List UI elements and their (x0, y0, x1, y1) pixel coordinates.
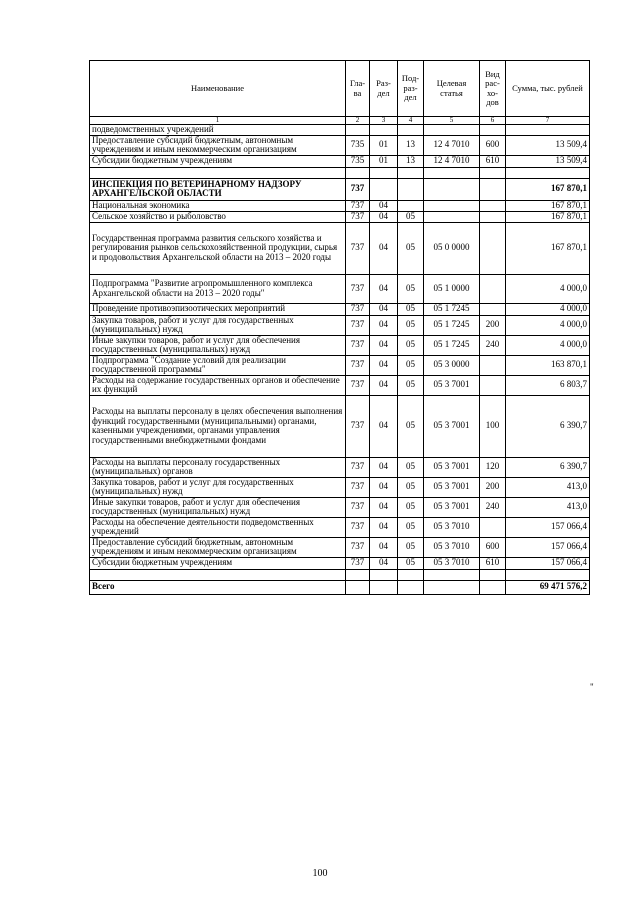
table-row (90, 178, 590, 200)
row-section (370, 178, 398, 200)
table-row (90, 395, 590, 457)
row-name: Подпрограмма "Развитие агропромышленного комплекса Архангельской области на 2013 – 2020 годы" (90, 274, 346, 303)
row-chapter: 737 (346, 395, 370, 457)
row-name: Национальная экономика (90, 200, 346, 211)
row-amount: 6 390,7 (506, 395, 590, 457)
row-name: Иные закупки товаров, работ и услуг для обеспечения государственных (муниципальных) нужд (90, 335, 346, 355)
row-section: 04 (370, 537, 398, 557)
row-name: Иные закупки товаров, работ и услуг для обеспечения государственных (муниципальных) нужд (90, 497, 346, 517)
row-subsection: 05 (398, 497, 424, 517)
row-chapter: 737 (346, 222, 370, 274)
row-subsection: 05 (398, 477, 424, 497)
row-expense-type (480, 200, 506, 211)
row-amount: 4 000,0 (506, 274, 590, 303)
row-expense-type (480, 274, 506, 303)
row-amount: 13 509,4 (506, 155, 590, 167)
row-expense-type: 600 (480, 135, 506, 155)
row-expense-type (480, 569, 506, 580)
row-amount (506, 569, 590, 580)
row-target-article (424, 211, 480, 222)
header-expense-type: Вид рас-хо-дов (480, 61, 506, 117)
table-row (90, 167, 590, 178)
table-row (90, 517, 590, 537)
row-subsection: 13 (398, 155, 424, 167)
row-target-article: 05 1 7245 (424, 335, 480, 355)
row-subsection (398, 200, 424, 211)
row-expense-type (480, 178, 506, 200)
row-chapter: 737 (346, 477, 370, 497)
row-expense-type: 610 (480, 155, 506, 167)
row-subsection (398, 580, 424, 594)
row-name (90, 167, 346, 178)
row-expense-type (480, 303, 506, 315)
table-row (90, 557, 590, 569)
row-chapter: 737 (346, 200, 370, 211)
row-expense-type: 200 (480, 315, 506, 335)
table-row (90, 200, 590, 211)
row-name: Подпрограмма "Создание условий для реализации государственной программы" (90, 355, 346, 375)
table-row (90, 335, 590, 355)
row-subsection: 05 (398, 395, 424, 457)
column-index-row (90, 117, 590, 125)
row-subsection: 05 (398, 557, 424, 569)
row-section: 04 (370, 497, 398, 517)
row-amount: 157 066,4 (506, 537, 590, 557)
row-chapter: 737 (346, 178, 370, 200)
row-amount: 167 870,1 (506, 211, 590, 222)
row-subsection: 05 (398, 335, 424, 355)
header-subsection: Под-раз-дел (398, 61, 424, 117)
row-section: 04 (370, 375, 398, 395)
row-target-article: 05 3 7001 (424, 375, 480, 395)
row-name: Расходы на обеспечение деятельности подведомственных учреждений (90, 517, 346, 537)
row-chapter: 737 (346, 537, 370, 557)
row-amount: 4 000,0 (506, 335, 590, 355)
row-expense-type: 240 (480, 497, 506, 517)
row-chapter: 737 (346, 211, 370, 222)
row-target-article (424, 200, 480, 211)
row-subsection: 05 (398, 274, 424, 303)
row-name (90, 569, 346, 580)
row-chapter (346, 580, 370, 594)
column-index: 4 (398, 117, 424, 125)
header-target-article: Целевая статья (424, 61, 480, 117)
row-section: 04 (370, 274, 398, 303)
row-name: Проведение противоэпизоотических мероприятий (90, 303, 346, 315)
table-row (90, 355, 590, 375)
row-amount: 6 803,7 (506, 375, 590, 395)
row-subsection: 05 (398, 303, 424, 315)
table-row (90, 222, 590, 274)
row-target-article: 05 3 7010 (424, 537, 480, 557)
row-subsection: 05 (398, 355, 424, 375)
row-section: 04 (370, 477, 398, 497)
row-name: Расходы на выплаты персоналу государственных (муниципальных) органов (90, 457, 346, 477)
row-expense-type: 240 (480, 335, 506, 355)
table-row (90, 497, 590, 517)
table-row (90, 580, 590, 594)
row-chapter: 735 (346, 155, 370, 167)
row-name: Расходы на выплаты персоналу в целях обеспечения выполнения функций государственными (муниципальными) органами, казенными учреждениями, органами управления государственными внебюджетными фондами (90, 395, 346, 457)
row-section: 04 (370, 557, 398, 569)
row-name: Субсидии бюджетным учреждениям (90, 557, 346, 569)
column-index: 3 (370, 117, 398, 125)
row-expense-type: 610 (480, 557, 506, 569)
row-chapter: 737 (346, 335, 370, 355)
row-section: 04 (370, 200, 398, 211)
row-expense-type: 200 (480, 477, 506, 497)
table-body (90, 125, 590, 595)
column-index: 2 (346, 117, 370, 125)
row-target-article (424, 569, 480, 580)
row-section: 04 (370, 457, 398, 477)
page-number: 100 (312, 868, 328, 879)
row-target-article (424, 178, 480, 200)
row-section: 04 (370, 315, 398, 335)
row-name: Всего (90, 580, 346, 594)
column-index: 5 (424, 117, 480, 125)
row-amount: 163 870,1 (506, 355, 590, 375)
row-section: 04 (370, 303, 398, 315)
row-chapter (346, 167, 370, 178)
row-amount (506, 125, 590, 136)
row-expense-type: 100 (480, 395, 506, 457)
row-amount: 4 000,0 (506, 315, 590, 335)
row-target-article (424, 167, 480, 178)
row-target-article: 05 3 0000 (424, 355, 480, 375)
row-section (370, 569, 398, 580)
header-name: Наименование (90, 61, 346, 117)
row-subsection (398, 178, 424, 200)
header-amount: Сумма, тыс. рублей (506, 61, 590, 117)
row-subsection (398, 125, 424, 136)
budget-table (89, 60, 590, 595)
table-row (90, 477, 590, 497)
row-amount: 413,0 (506, 477, 590, 497)
table-row (90, 375, 590, 395)
row-chapter: 737 (346, 375, 370, 395)
row-section: 04 (370, 355, 398, 375)
row-expense-type (480, 517, 506, 537)
row-expense-type (480, 222, 506, 274)
table-row (90, 537, 590, 557)
row-expense-type (480, 375, 506, 395)
table-row (90, 125, 590, 136)
row-amount: 6 390,7 (506, 457, 590, 477)
row-section: 01 (370, 155, 398, 167)
row-amount: 13 509,4 (506, 135, 590, 155)
row-amount: 167 870,1 (506, 200, 590, 211)
row-target-article (424, 125, 480, 136)
row-name: подведомственных учреждений (90, 125, 346, 136)
row-name: Предоставление субсидий бюджетным, автономным учреждениям и иным некоммерческим организациям (90, 135, 346, 155)
row-name: Государственная программа развития сельского хозяйства и регулирования рынков сельскохозяйственной продукции, сырья и продовольствия Архангельской области на 2013 – 2020 годы (90, 222, 346, 274)
row-name: Закупка товаров, работ и услуг для государственных (муниципальных) нужд (90, 315, 346, 335)
row-subsection: 13 (398, 135, 424, 155)
row-subsection (398, 569, 424, 580)
row-target-article: 05 3 7001 (424, 395, 480, 457)
row-expense-type (480, 125, 506, 136)
row-name: ИНСПЕКЦИЯ ПО ВЕТЕРИНАРНОМУ НАДЗОРУ АРХАНГЕЛЬСКОЙ ОБЛАСТИ (90, 178, 346, 200)
row-target-article: 12 4 7010 (424, 155, 480, 167)
row-expense-type: 120 (480, 457, 506, 477)
row-expense-type (480, 355, 506, 375)
row-chapter: 737 (346, 457, 370, 477)
table-row (90, 303, 590, 315)
row-amount (506, 167, 590, 178)
row-amount: 413,0 (506, 497, 590, 517)
row-subsection: 05 (398, 222, 424, 274)
row-name: Субсидии бюджетным учреждениям (90, 155, 346, 167)
header-row (90, 61, 590, 117)
row-expense-type (480, 580, 506, 594)
row-section (370, 125, 398, 136)
row-chapter: 737 (346, 355, 370, 375)
row-chapter: 737 (346, 557, 370, 569)
row-section: 04 (370, 211, 398, 222)
row-amount: 69 471 576,2 (506, 580, 590, 594)
row-name: Расходы на содержание государственных органов и обеспечение их функций (90, 375, 346, 395)
table-row (90, 274, 590, 303)
row-subsection: 05 (398, 375, 424, 395)
header-chapter: Гла-ва (346, 61, 370, 117)
row-section (370, 167, 398, 178)
table-row (90, 135, 590, 155)
row-amount: 167 870,1 (506, 178, 590, 200)
row-target-article: 05 3 7001 (424, 477, 480, 497)
row-section: 01 (370, 135, 398, 155)
closing-quote: " (590, 682, 594, 692)
row-section: 04 (370, 517, 398, 537)
row-amount: 167 870,1 (506, 222, 590, 274)
row-amount: 157 066,4 (506, 517, 590, 537)
row-target-article: 05 1 7245 (424, 315, 480, 335)
table-row (90, 569, 590, 580)
column-index: 6 (480, 117, 506, 125)
header-section: Раз-дел (370, 61, 398, 117)
row-subsection: 05 (398, 537, 424, 557)
row-section: 04 (370, 395, 398, 457)
row-chapter: 737 (346, 303, 370, 315)
row-target-article: 05 3 7001 (424, 457, 480, 477)
table-row (90, 211, 590, 222)
row-subsection: 05 (398, 315, 424, 335)
row-chapter: 737 (346, 517, 370, 537)
row-target-article (424, 580, 480, 594)
row-target-article: 05 1 7245 (424, 303, 480, 315)
row-target-article: 05 3 7010 (424, 517, 480, 537)
row-chapter: 737 (346, 315, 370, 335)
row-target-article: 05 0 0000 (424, 222, 480, 274)
row-chapter (346, 569, 370, 580)
row-amount: 157 066,4 (506, 557, 590, 569)
row-subsection (398, 167, 424, 178)
row-subsection: 05 (398, 211, 424, 222)
row-section: 04 (370, 335, 398, 355)
row-expense-type (480, 211, 506, 222)
row-chapter: 737 (346, 274, 370, 303)
row-subsection: 05 (398, 517, 424, 537)
row-amount: 4 000,0 (506, 303, 590, 315)
row-target-article: 12 4 7010 (424, 135, 480, 155)
table-row (90, 155, 590, 167)
row-name: Сельское хозяйство и рыболовство (90, 211, 346, 222)
row-subsection: 05 (398, 457, 424, 477)
column-index: 7 (506, 117, 590, 125)
row-expense-type: 600 (480, 537, 506, 557)
row-section: 04 (370, 222, 398, 274)
table-row (90, 315, 590, 335)
row-target-article: 05 3 7010 (424, 557, 480, 569)
table-row (90, 457, 590, 477)
row-chapter: 737 (346, 497, 370, 517)
row-expense-type (480, 167, 506, 178)
row-target-article: 05 3 7001 (424, 497, 480, 517)
row-section (370, 580, 398, 594)
row-chapter: 735 (346, 135, 370, 155)
row-name: Закупка товаров, работ и услуг для государственных (муниципальных) нужд (90, 477, 346, 497)
row-target-article: 05 1 0000 (424, 274, 480, 303)
row-chapter (346, 125, 370, 136)
row-name: Предоставление субсидий бюджетным, автономным учреждениям и иным некоммерческим организациям (90, 537, 346, 557)
column-index: 1 (90, 117, 346, 125)
